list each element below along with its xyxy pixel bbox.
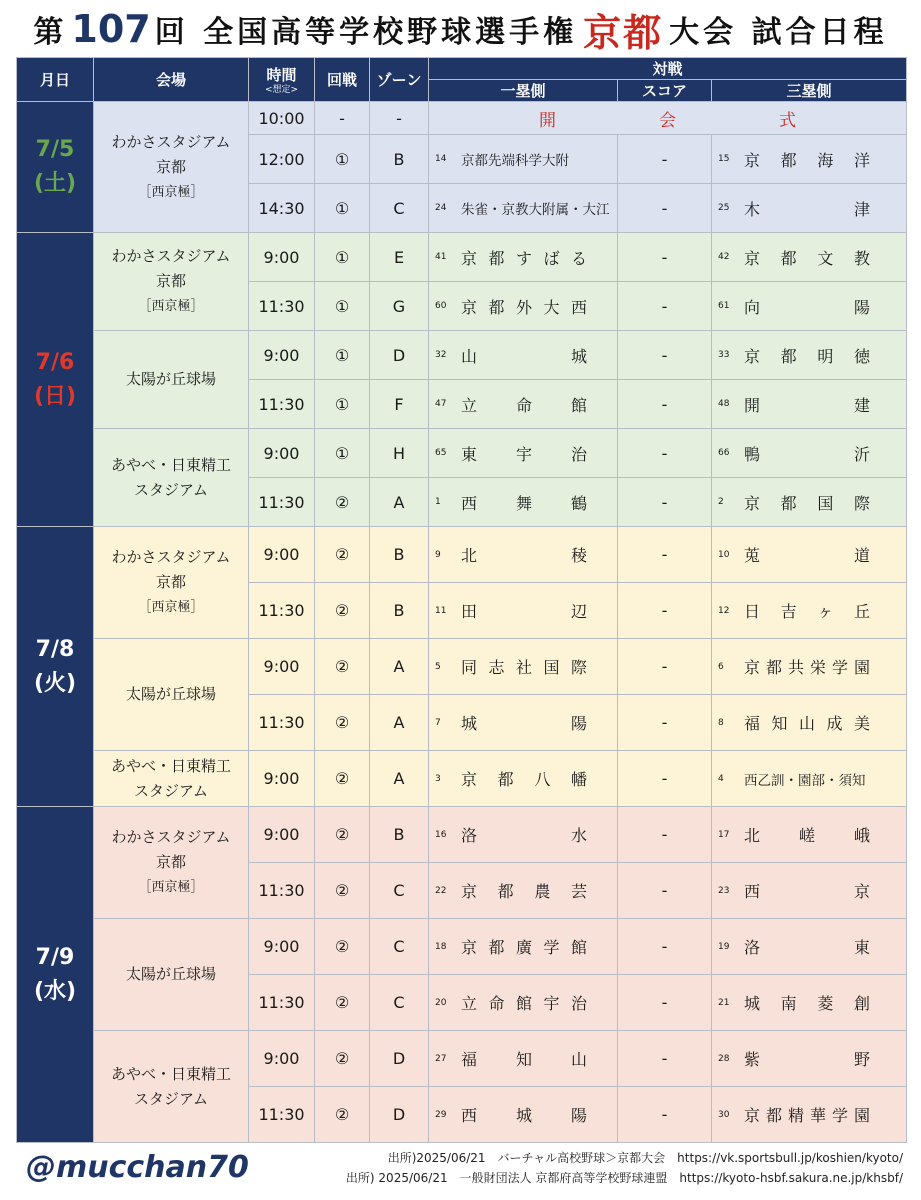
team-name: 紫野 [744,1050,870,1069]
team-name: 莵道 [744,546,870,565]
venue-cell [94,639,249,751]
first-base-team [429,807,618,863]
table-row [17,429,907,478]
team-name: 開建 [744,395,870,415]
time-cell: 9:00 [249,527,315,583]
time-cell: 11:30 [249,975,315,1031]
date-label: 7/5 [35,137,75,162]
first-base-team [429,233,618,282]
venue-cell [94,919,249,1031]
title-prefecture: 京都 [583,10,664,55]
seed-number: 25 [718,203,730,213]
zone-cell: B [370,583,429,639]
score-cell: - [618,135,712,184]
header-date: 月日 [17,58,94,102]
schedule-table [16,57,907,1143]
third-base-team [712,527,907,583]
source-line-2: 出所) 2025/06/21 一般財団法人 京都府高等学校野球連盟 https://kyoto-hsbf.sakura.ne.jp/khsbf/ [345,1171,903,1185]
team-name: 城陽 [461,714,587,733]
round-cell: ① [315,282,370,331]
seed-number: 10 [718,549,730,560]
zone-cell: G [370,282,429,331]
zone-cell: B [370,807,429,863]
time-cell: 12:00 [249,135,315,184]
venue-cell [94,1031,249,1143]
team-name: 西城陽 [461,1106,587,1125]
date-cell [17,807,94,1143]
time-cell: 9:00 [249,331,315,380]
time-cell: 9:00 [249,807,315,863]
score-cell: - [618,233,712,282]
score-cell: - [618,184,712,233]
team-name: 洛東 [744,938,870,957]
table-row [17,233,907,282]
first-base-team [429,751,618,807]
seed-number: 29 [435,1109,447,1120]
venue-name-line: 京都 [155,157,186,176]
round-cell: ② [315,1031,370,1087]
venue-name-line: スタジアム [134,1089,208,1108]
first-base-team [429,1031,618,1087]
venue-cell [94,807,249,919]
round-cell: ① [315,331,370,380]
team-name: 城南菱創 [744,994,870,1013]
score-cell: - [618,527,712,583]
team-name: 東宇治 [461,444,587,464]
third-base-team [712,282,907,331]
venue-name-line: 京都 [155,573,186,591]
score-cell: - [618,478,712,527]
zone-cell: A [370,478,429,527]
header-first-base: 一塁側 [429,80,618,102]
round-cell: ② [315,919,370,975]
score-cell: - [618,282,712,331]
first-base-team [429,331,618,380]
zone-cell: E [370,233,429,282]
seed-number: 22 [435,885,447,896]
score-cell: - [618,380,712,429]
author-handle: @mucchan70 [26,1150,249,1185]
venue-name-line: あやべ・日東精工 [110,756,231,775]
time-cell: 14:30 [249,184,315,233]
header-round: 回戦 [315,58,370,102]
venue-cell [94,429,249,527]
seed-number: 60 [435,301,447,311]
venue-sub: ［西京極］ [138,600,204,615]
seed-number: 41 [435,252,447,262]
team-name: 京都国際 [744,493,870,513]
first-base-team [429,184,618,233]
seed-number: 21 [718,997,730,1008]
zone-cell: C [370,863,429,919]
ceremony-char: 式 [779,110,797,131]
score-cell: - [618,1031,712,1087]
seed-number: 16 [435,829,447,840]
score-cell: - [618,1087,712,1143]
first-base-team [429,380,618,429]
seed-number: 48 [718,399,730,409]
seed-number: 2 [718,497,724,507]
third-base-team [712,863,907,919]
zone-cell: D [370,1087,429,1143]
team-name: 日吉ヶ丘 [744,602,870,621]
third-base-team [712,331,907,380]
first-base-team [429,135,618,184]
round-cell: ① [315,380,370,429]
third-base-team [712,478,907,527]
date-label: 7/6 [35,349,75,375]
first-base-team [429,429,618,478]
seed-number: 6 [718,661,724,672]
round-cell: ① [315,184,370,233]
third-base-team [712,1031,907,1087]
seed-number: 9 [435,549,441,560]
time-cell: 9:00 [249,1031,315,1087]
schedule-body [17,102,907,1143]
seed-number: 65 [435,448,447,458]
zone-cell: D [370,1031,429,1087]
seed-number: 66 [718,448,730,458]
third-base-team [712,1087,907,1143]
ceremony-char: 会 [659,110,677,131]
team-name: 山城 [461,346,587,366]
first-base-team [429,478,618,527]
team-name: 京都明徳 [744,346,870,366]
time-cell: 11:30 [249,282,315,331]
venue-name-line: スタジアム [134,480,208,499]
table-row [17,1031,907,1087]
round-cell: ② [315,583,370,639]
venue-name-line: 太陽が丘球場 [125,965,216,983]
table-row [17,807,907,863]
score-cell: - [618,639,712,695]
zone-cell: - [370,102,429,135]
first-base-team [429,639,618,695]
zone-cell: B [370,527,429,583]
seed-number: 18 [435,941,447,952]
seed-number: 8 [718,717,724,728]
time-cell: 9:00 [249,919,315,975]
time-cell: 9:00 [249,639,315,695]
seed-number: 27 [435,1053,447,1064]
venue-name-line: 太陽が丘球場 [125,370,216,388]
weekday-label: (水) [33,978,77,1004]
time-cell: 11:30 [249,1087,315,1143]
first-base-team [429,527,618,583]
seed-number: 1 [435,497,441,507]
seed-number: 47 [435,399,447,409]
first-base-team [429,583,618,639]
seed-number: 11 [435,605,447,616]
seed-number: 4 [718,773,724,784]
table-row [17,919,907,975]
zone-cell: F [370,380,429,429]
source-line-1: 出所)2025/06/21 バーチャル高校野球＞京都大会 https://vk.sportsbull.jp/koshien/kyoto/ [387,1151,903,1165]
team-name: 立命館宇治 [461,994,587,1013]
table-row [17,527,907,583]
zone-cell: H [370,429,429,478]
header-time [249,58,315,102]
venue-name-line: わかさスタジアム [111,247,231,265]
header-score: スコア [618,80,712,102]
third-base-team [712,751,907,807]
seed-number: 23 [718,885,730,896]
third-base-team [712,429,907,478]
round-cell: ② [315,863,370,919]
date-label: 7/9 [35,944,75,970]
venue-sub: ［西京極］ [138,299,204,314]
first-base-team [429,282,618,331]
title-middle: 回 全国高等学校野球選手権 [154,15,578,50]
time-cell: 11:30 [249,863,315,919]
team-name: 立命館 [461,395,587,415]
team-name: 西京 [744,882,870,901]
table-row [17,331,907,380]
date-cell [17,102,94,233]
title-number: 107 [71,7,151,51]
score-cell: - [618,429,712,478]
weekday-label: (火) [33,670,77,696]
team-name: 京都外大西 [461,297,587,317]
round-cell: ② [315,478,370,527]
round-cell: ② [315,695,370,751]
round-cell: ① [315,135,370,184]
seed-number: 33 [718,350,730,360]
third-base-team [712,639,907,695]
seed-number: 28 [718,1053,730,1064]
team-name: 京都八幡 [461,770,587,789]
seed-number: 12 [718,605,730,616]
venue-name-line: わかさスタジアム [111,548,231,566]
page-title [0,0,921,58]
team-name: 福知山成美 [744,714,870,733]
zone-cell: A [370,751,429,807]
seed-number: 32 [435,350,447,360]
header-third-base: 三塁側 [712,80,907,102]
seed-number: 42 [718,252,730,262]
round-cell: ② [315,639,370,695]
table-row [17,102,907,135]
round-cell: ② [315,1087,370,1143]
team-name: 向陽 [744,297,870,317]
third-base-team [712,975,907,1031]
venue-sub: ［西京極］ [138,184,204,200]
seed-number: 7 [435,717,441,728]
zone-cell: C [370,184,429,233]
venue-cell [94,527,249,639]
third-base-team [712,583,907,639]
seed-number: 15 [718,154,730,164]
venue-sub: ［西京極］ [138,880,204,895]
score-cell: - [618,583,712,639]
round-cell: ② [315,527,370,583]
team-name: 京都農芸 [461,882,587,901]
team-name: 田辺 [461,602,587,621]
time-cell: 11:30 [249,380,315,429]
venue-name-line: スタジアム [134,781,208,800]
time-cell: 9:00 [249,429,315,478]
time-cell: 11:30 [249,695,315,751]
team-name: 北嵯峨 [744,826,870,845]
zone-cell: B [370,135,429,184]
third-base-team [712,807,907,863]
venue-cell [94,233,249,331]
team-name: 京都廣学館 [461,938,587,957]
date-cell [17,233,94,527]
venue-cell [94,102,249,233]
venue-name-line: あやべ・日東精工 [110,1064,231,1083]
first-base-team [429,1087,618,1143]
first-base-team [429,919,618,975]
seed-number: 17 [718,829,730,840]
round-cell: - [315,102,370,135]
zone-cell: D [370,331,429,380]
header-zone: ゾーン [370,58,429,102]
third-base-team [712,184,907,233]
score-cell: - [618,807,712,863]
seed-number: 5 [435,661,441,672]
weekday-label: (日) [33,383,77,409]
source-notes [346,1148,903,1188]
venue-name-line: 京都 [155,853,186,871]
seed-number: 24 [435,203,447,214]
third-base-team [712,233,907,282]
team-name: 京都先端科学大附 [461,153,569,170]
score-cell: - [618,751,712,807]
table-row [17,639,907,695]
seed-number: 20 [435,997,447,1008]
third-base-team [712,380,907,429]
team-name: 木津 [744,199,870,219]
team-name: 西舞鶴 [461,493,587,513]
first-base-team [429,975,618,1031]
zone-cell: C [370,919,429,975]
score-cell: - [618,695,712,751]
team-name: 京都すばる [461,248,587,268]
opening-ceremony [429,102,907,135]
score-cell: - [618,975,712,1031]
table-row [17,751,907,807]
ceremony-char: 開 [539,110,557,131]
score-cell: - [618,919,712,975]
round-cell: ② [315,751,370,807]
venue-cell [94,331,249,429]
seed-number: 61 [718,301,730,311]
third-base-team [712,135,907,184]
time-cell: 9:00 [249,233,315,282]
time-cell: 10:00 [249,102,315,135]
venue-name-line: わかさスタジアム [111,828,231,846]
zone-cell: C [370,975,429,1031]
header-time-note: <想定> [264,84,299,95]
time-cell: 11:30 [249,583,315,639]
team-name: 京都文教 [744,248,870,268]
round-cell: ① [315,233,370,282]
team-name: 京都精華学園 [744,1106,870,1125]
venue-name-line: 京都 [155,272,186,290]
team-name: 西乙訓・園部・須知 [744,772,866,789]
first-base-team [429,695,618,751]
round-cell: ② [315,975,370,1031]
date-cell [17,527,94,807]
score-cell: - [618,331,712,380]
header-venue: 会場 [94,58,249,102]
team-name: 京都海洋 [744,150,870,170]
seed-number: 14 [435,154,447,165]
venue-name-line: あやべ・日東精工 [110,455,231,474]
team-name: 同志社国際 [461,658,587,677]
zone-cell: A [370,639,429,695]
score-cell: - [618,863,712,919]
round-cell: ② [315,807,370,863]
title-prefix: 第 [33,15,68,50]
round-cell: ① [315,429,370,478]
seed-number: 30 [718,1109,730,1120]
zone-cell: A [370,695,429,751]
header-time-label: 時間 [266,65,297,84]
team-name: 洛水 [461,826,587,845]
team-name: 鴨沂 [744,444,870,464]
venue-cell [94,751,249,807]
first-base-team [429,863,618,919]
seed-number: 19 [718,941,730,952]
seed-number: 3 [435,773,441,784]
date-label: 7/8 [35,636,75,662]
third-base-team [712,695,907,751]
time-cell: 11:30 [249,478,315,527]
venue-name-line: 太陽が丘球場 [125,685,216,703]
weekday-label: (土) [33,171,77,196]
team-name: 京都共栄学園 [744,658,870,677]
team-name: 福知山 [461,1050,587,1069]
title-suffix: 大会 試合日程 [669,15,888,50]
header-match: 対戦 [429,58,907,80]
team-name: 朱雀・京教大附属・大江 [461,202,610,219]
time-cell: 9:00 [249,751,315,807]
third-base-team [712,919,907,975]
team-name: 北稜 [461,546,587,565]
venue-name-line: わかさスタジアム [111,132,231,151]
